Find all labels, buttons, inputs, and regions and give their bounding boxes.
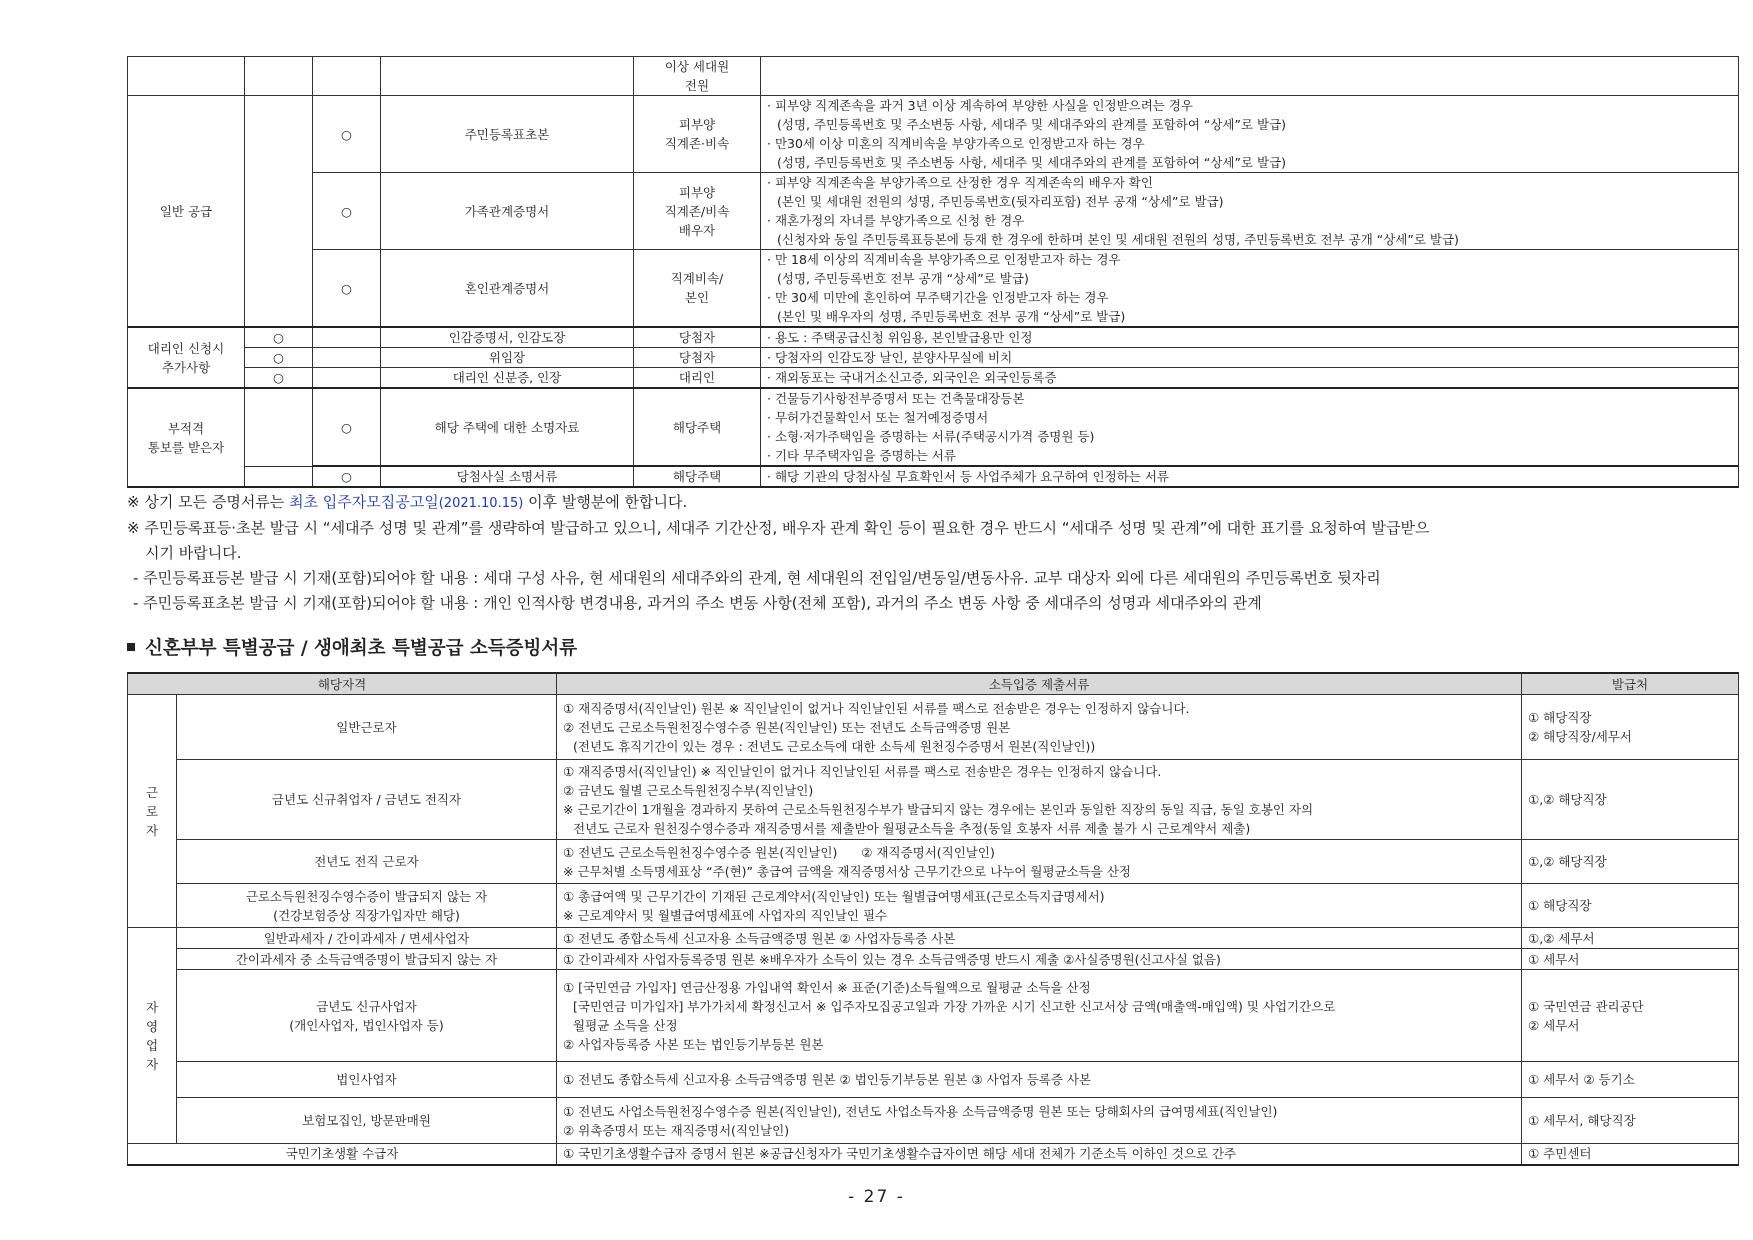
issuer-line: ①,② 해당직장	[1528, 792, 1607, 807]
category-label: 대리인 신청시 추가사항	[147, 340, 225, 375]
doc-name: 인감증명서, 인감도장	[448, 330, 566, 345]
note-line: (본인 및 세대원 전원의 성명, 주민등록번호(뒷자리포함) 전부 공재 “상세”로 발급)	[777, 194, 1224, 209]
note-cell	[761, 96, 1739, 173]
doc-name: 주민등록표초본	[464, 126, 550, 142]
doc-line: ※ 근무처별 소득명세표상 “주(현)” 총급여 금액을 재직증명서상 근무기간으로 나누어 월평균소득을 산정	[563, 863, 1131, 879]
group-label-workers	[128, 695, 177, 928]
doc-line: ① 전년도 사업소득원천징수영수증 원본(직인날인), 전년도 사업소득자용 소득금액증명 원본 또는 당해회사의 급여명세표(직인날인)	[563, 1103, 1278, 1119]
target-cell	[634, 388, 761, 466]
target-cell	[634, 327, 761, 348]
doc-line: [국민연금 미가입자] 부가가치세 확정신고서 ※ 입주자모집공고일과 가장 가까운 시기 신고한 신고서상 금액(매출액-매입액) 및 사업기간으로	[573, 998, 1336, 1014]
issuer-cell	[1522, 840, 1739, 884]
target-text: 당첨자	[678, 330, 716, 345]
table-row	[128, 327, 1739, 348]
table-row	[128, 1144, 1739, 1165]
group-label-char: 자	[145, 999, 159, 1015]
note-cell	[761, 173, 1739, 250]
note-2: ※ 주민등록표등·초본 발급 시 “세대주 성명 및 관계”를 생략하여 발급하고 있으니, 세대주 기간산정, 배우자 관계 확인 등이 필요한 경우 반드시 “세대주 성명 및 관계”에 대한 표기를 요청하여 발급받으	[127, 519, 1430, 537]
circle-mark: ○	[341, 469, 352, 484]
issuer-line: ① 세무서 ② 등기소	[1528, 1072, 1635, 1087]
group-label-char: 자	[145, 822, 159, 838]
documents-cell	[557, 760, 1522, 840]
doc-name-cell	[381, 96, 634, 173]
circle-mark: ○	[273, 330, 284, 345]
note-line: · 용도 : 주택공급신청 위임용, 본인발급용만 인정	[767, 330, 1033, 345]
circle-mark: ○	[341, 280, 352, 296]
note-cell	[761, 466, 1739, 487]
notes-block	[127, 490, 1739, 616]
note-line: (본인 및 배우자의 성명, 주민등록번호 전부 공개 “상세”로 발급)	[777, 309, 1126, 324]
issuer-cell	[1522, 970, 1739, 1062]
group-label-char: 로	[145, 803, 159, 819]
qualification-cell: 금년도 신규취업자 / 금년도 전직자	[177, 760, 557, 840]
note-line: · 건물등기사항전부증명서 또는 건축물대장등본	[767, 391, 1025, 406]
issuer-cell	[1522, 760, 1739, 840]
category-label: 부적격 통보를 받은자	[147, 420, 225, 455]
note-text: 이후 발행분에 한합니다.	[523, 493, 688, 511]
note-line: · 당첨자의 인감도장 날인, 분양사무실에 비치	[767, 350, 1013, 365]
square-bullet-icon	[127, 643, 135, 651]
mark-cell	[313, 388, 381, 466]
header-qualification: 해당자격	[128, 673, 557, 695]
doc-line: ※ 근로계약서 및 월별급여명세표에 사업자의 직인날인 필수	[563, 907, 888, 923]
group-label-char: 자	[145, 1056, 159, 1072]
table-row	[128, 949, 1739, 970]
issuer-cell	[1522, 1062, 1739, 1098]
target-text: 직계비속/ 본인	[670, 271, 724, 305]
note-line: · 소형·저가주택임을 증명하는 서류(주택공시가격 증명원 등)	[767, 429, 1095, 444]
doc-line: 월평균 소득을 산정	[573, 1017, 678, 1033]
doc-line: ② 전년도 근로소득원천징수영수증 원본(직인날인) 또는 전년도 소득금액증명 원본	[563, 719, 1011, 735]
table-row	[128, 760, 1739, 840]
doc-line: ① 전년도 종합소득세 신고자용 소득금액증명 원본 ② 사업자등록증 사본	[563, 930, 956, 946]
note-line: (성명, 주민등록번호 전부 공개 “상세”로 발급)	[777, 271, 1029, 286]
target-text: 대리인	[678, 370, 716, 385]
documents-cell	[557, 970, 1522, 1062]
qualification-cell: 일반과세자 / 간이과세자 / 면세사업자	[177, 928, 557, 949]
target-cell	[634, 348, 761, 368]
target-text: 피부양 직계존·비속	[664, 117, 730, 151]
mark-cell	[245, 327, 313, 348]
note-cell	[761, 250, 1739, 328]
circle-mark: ○	[341, 203, 352, 219]
doc-name-cell	[381, 250, 634, 328]
qualification-cell: 일반근로자	[177, 695, 557, 760]
mark-cell	[313, 96, 381, 173]
note-2-cont: 시기 바랍니다.	[145, 544, 242, 562]
target-cell	[634, 173, 761, 250]
highlighted-date-label: 최초 입주자모집공고일	[289, 493, 439, 511]
note-line: · 기타 무주택자임을 증명하는 서류	[767, 448, 956, 463]
target-text: 당첨자	[678, 350, 716, 365]
issuer-cell	[1522, 884, 1739, 928]
doc-line: ① 재직증명서(직인날인) 원본 ※ 직인날인이 없거나 직인날인된 서류를 팩스로 전송받은 경우는 인정하지 않습니다.	[563, 700, 1190, 716]
target-cell	[634, 466, 761, 487]
table-row	[128, 466, 1739, 487]
documents-cell	[557, 1144, 1522, 1165]
issuer-cell	[1522, 1098, 1739, 1144]
required-documents-table	[127, 56, 1739, 488]
page-number: - 27 -	[848, 1187, 905, 1207]
issuer-line: ① 국민연금 관리공단	[1528, 998, 1644, 1014]
mark-cell	[245, 368, 313, 389]
table-row	[128, 173, 1739, 250]
issuer-cell	[1522, 695, 1739, 760]
table-row	[128, 96, 1739, 173]
doc-line: ② 위촉증명서 또는 재직증명서(직인날인)	[563, 1122, 790, 1138]
issuer-cell	[1522, 949, 1739, 970]
doc-line: ② 금년도 월별 근로소득원천징수부(직인날인)	[563, 782, 814, 798]
issuer-line: ① 주민센터	[1528, 1146, 1592, 1162]
doc-name: 혼인관계증명서	[464, 280, 550, 296]
category-label: 일반 공급	[159, 203, 213, 219]
doc-line: 전년도 근로자 원천징수영수증과 재직증명서를 제출받아 월평균소득을 추정(동일 호봉자 서류 제출 불가 시 근로계약서 제출)	[573, 820, 1251, 836]
mark-cell	[313, 250, 381, 328]
documents-cell	[557, 949, 1522, 970]
circle-mark: ○	[273, 370, 284, 385]
group-label-char: 업	[145, 1037, 159, 1053]
note-text: ※ 상기 모든 증명서류는	[127, 493, 290, 511]
doc-line: ① 총급여액 및 근무기간이 기재된 근로계약서(직인날인) 또는 월별급여명세표(근로소득지급명세서)	[563, 888, 1105, 904]
qualification-cell: 금년도 신규사업자 (개인사업자, 법인사업자 등)	[177, 970, 557, 1062]
doc-name: 당첨사실 소명서류	[456, 469, 558, 484]
note-cell	[761, 348, 1739, 368]
note-line: · 재외동포는 국내거소신고증, 외국인은 외국인등록증	[767, 370, 1057, 385]
circle-mark: ○	[341, 419, 352, 435]
doc-name-cell	[381, 368, 634, 389]
note-line: · 해당 기관의 당첨사실 무효확인서 등 사업주체가 요구하여 인정하는 서류	[767, 469, 1169, 484]
table-row	[128, 884, 1739, 928]
target-cell	[634, 96, 761, 173]
documents-cell	[557, 695, 1522, 760]
doc-line: ① 간이과세자 사업자등록증명 원본 ※배우자가 소득이 있는 경우 소득금액증명 반드시 제출 ②사실증명원(신고사실 없음)	[563, 951, 1221, 967]
doc-line: ② 사업자등록증 사본 또는 법인등기부등본 원본	[563, 1036, 824, 1052]
table-row	[128, 928, 1739, 949]
note-line: · 만30세 이상 미혼의 직계비속을 부양가족으로 인정받고자 하는 경우	[767, 136, 1145, 151]
note-3: - 주민등록표등본 발급 시 기재(포함)되어야 할 내용 : 세대 구성 사유, 현 세대원의 세대주와의 관계, 현 세대원의 전입일/변동일/변동사유. 교부 대상자 외에 다른 세대원의 주민등록번호 뒷자리	[133, 569, 1381, 587]
table-row	[128, 970, 1739, 1062]
issuer-line: ①,② 해당직장	[1528, 854, 1607, 869]
issuer-line: ① 해당직장	[1528, 898, 1592, 913]
doc-line: ① 전년도 근로소득원천징수영수증 원본(직인날인) ② 재직증명서(직인날인)	[563, 844, 995, 860]
table-row	[128, 57, 1739, 96]
document-page	[127, 56, 1739, 1166]
issuer-line: ② 해당직장/세무서	[1528, 729, 1632, 744]
target-cell	[634, 250, 761, 328]
category-cell	[128, 327, 245, 388]
doc-name: 위임장	[488, 350, 526, 365]
qualification-cell: 간이과세자 중 소득금액증명이 발급되지 않는 자	[177, 949, 557, 970]
section-title-text: 신혼부부 특별공급 / 생애최초 특별공급 소득증빙서류	[145, 638, 578, 659]
doc-line: ① 재직증명서(직인날인) ※ 직인날인이 없거나 직인날인된 서류를 팩스로 전송받은 경우는 인정하지 않습니다.	[563, 763, 1162, 779]
documents-cell	[557, 884, 1522, 928]
doc-line: ① 전년도 종합소득세 신고자용 소득금액증명 원본 ② 법인등기부등본 원본 ③ 사업자 등록증 사본	[563, 1072, 1092, 1087]
table-row	[128, 1098, 1739, 1144]
documents-cell	[557, 840, 1522, 884]
note-cell	[761, 388, 1739, 466]
table-row	[128, 388, 1739, 466]
doc-line: ① [국민연금 가입자] 연금산정용 가입내역 확인서 ※ 표준(기준)소득월액으로 월평균 소득을 산정	[563, 979, 1091, 995]
table-row	[128, 1062, 1739, 1098]
target-cell	[634, 368, 761, 389]
target-text: 해당주택	[672, 469, 722, 484]
issuer-cell	[1522, 928, 1739, 949]
documents-cell	[557, 1062, 1522, 1098]
section-title	[127, 634, 1739, 660]
group-label-char: 영	[145, 1018, 159, 1034]
qualification-cell: 근로소득원천징수영수증이 발급되지 않는 자 (건강보험증상 직장가입자만 해당)	[177, 884, 557, 928]
doc-name-cell	[381, 466, 634, 487]
note-line: · 재혼가정의 자녀를 부양가족으로 신청 한 경우	[767, 213, 1025, 228]
doc-line: ※ 근로기간이 1개월을 경과하지 못하여 근로소득원천징수부가 발급되지 않는 경우에는 본인과 동일한 직장의 동일 직급, 동일 호봉인 자의	[563, 801, 1314, 817]
note-line: · 만 18세 이상의 직계비속을 부양가족으로 인정받고자 하는 경우	[767, 252, 1121, 267]
highlighted-date: (2021.10.15)	[438, 496, 524, 511]
note-line: · 무허가건물확인서 또는 철거예정증명서	[767, 410, 989, 425]
header-issuer: 발급처	[1522, 673, 1739, 695]
qualification-cell: 전년도 전직 근로자	[177, 840, 557, 884]
qualification-cell: 법인사업자	[177, 1062, 557, 1098]
issuer-line: ① 해당직장	[1528, 710, 1592, 725]
circle-mark: ○	[273, 350, 284, 365]
target-text: 이상 세대원 전원	[664, 59, 730, 93]
header-documents: 소득입증 제출서류	[557, 673, 1522, 695]
table-row	[128, 695, 1739, 760]
qualification-cell: 국민기초생활 수급자	[128, 1144, 557, 1165]
doc-name: 대리인 신분증, 인장	[452, 370, 562, 385]
doc-name-cell	[381, 348, 634, 368]
doc-name: 해당 주택에 대한 소명자료	[434, 419, 580, 435]
issuer-cell	[1522, 1144, 1739, 1165]
note-line: (성명, 주민등록번호 및 주소변동 사항, 세대주 및 세대주와의 관계를 포함하여 “상세”로 발급)	[777, 117, 1287, 132]
doc-name-cell	[381, 388, 634, 466]
table-header-row	[128, 673, 1739, 695]
issuer-line: ①,② 세무서	[1528, 930, 1595, 946]
doc-name-cell	[381, 327, 634, 348]
doc-line: (전년도 휴직기간이 있는 경우 : 전년도 근로소득에 대한 소득세 원천징수증명서 원본(직인날인))	[573, 738, 1096, 754]
note-1	[127, 490, 1739, 516]
group-label-self-employed	[128, 928, 177, 1144]
note-line: · 피부양 직계존속을 부양가족으로 산정한 경우 직계존속의 배우자 확인	[767, 175, 1153, 190]
qualification-cell: 보험모집인, 방문판매원	[177, 1098, 557, 1144]
note-line: · 만 30세 미만에 혼인하여 무주택기간을 인정받고자 하는 경우	[767, 290, 1109, 305]
issuer-line: ① 세무서	[1528, 951, 1580, 967]
target-text: 피부양 직계존/비속 배우자	[664, 184, 730, 238]
table-row	[128, 840, 1739, 884]
note-cell	[761, 368, 1739, 389]
documents-cell	[557, 928, 1522, 949]
circle-mark: ○	[341, 126, 352, 142]
mark-cell	[313, 173, 381, 250]
target-cell	[634, 57, 761, 96]
issuer-line: ① 세무서, 해당직장	[1528, 1113, 1636, 1128]
table-row	[128, 368, 1739, 389]
issuer-line: ② 세무서	[1528, 1017, 1580, 1033]
mark-cell	[313, 466, 381, 487]
group-label-char: 근	[145, 784, 159, 800]
note-4: - 주민등록표초본 발급 시 기재(포함)되어야 할 내용 : 개인 인적사항 변경내용, 과거의 주소 변동 사항(전체 포함), 과거의 주소 변동 사항 중 세대주의 성명과 세대주와의 관계	[133, 594, 1262, 612]
table-row	[128, 348, 1739, 368]
note-cell	[761, 327, 1739, 348]
category-cell	[128, 96, 245, 328]
doc-name-cell	[381, 173, 634, 250]
note-line: · 피부양 직계존속을 과거 3년 이상 계속하여 부양한 사실을 인정받으려는 경우	[767, 98, 1193, 113]
doc-name: 가족관계증명서	[464, 203, 550, 219]
documents-cell	[557, 1098, 1522, 1144]
doc-line: ① 국민기초생활수급자 증명서 원본 ※공급신청자가 국민기초생활수급자이면 해당 세대 전체가 기준소득 이하인 것으로 간주	[563, 1146, 1237, 1162]
target-text: 해당주택	[672, 419, 722, 435]
note-line: (성명, 주민등록번호 및 주소변동 사항, 세대주 및 세대주와의 관계를 포함하여 “상세”로 발급)	[777, 155, 1287, 170]
table-row	[128, 250, 1739, 328]
note-line: (신청자와 동일 주민등록표등본에 등재 한 경우에 한하며 본인 및 세대원 전원의 성명, 주민등록번호 전부 공개 “상세”로 발급)	[777, 232, 1459, 247]
income-proof-table	[127, 672, 1739, 1166]
category-cell	[128, 388, 245, 487]
mark-cell	[245, 348, 313, 368]
